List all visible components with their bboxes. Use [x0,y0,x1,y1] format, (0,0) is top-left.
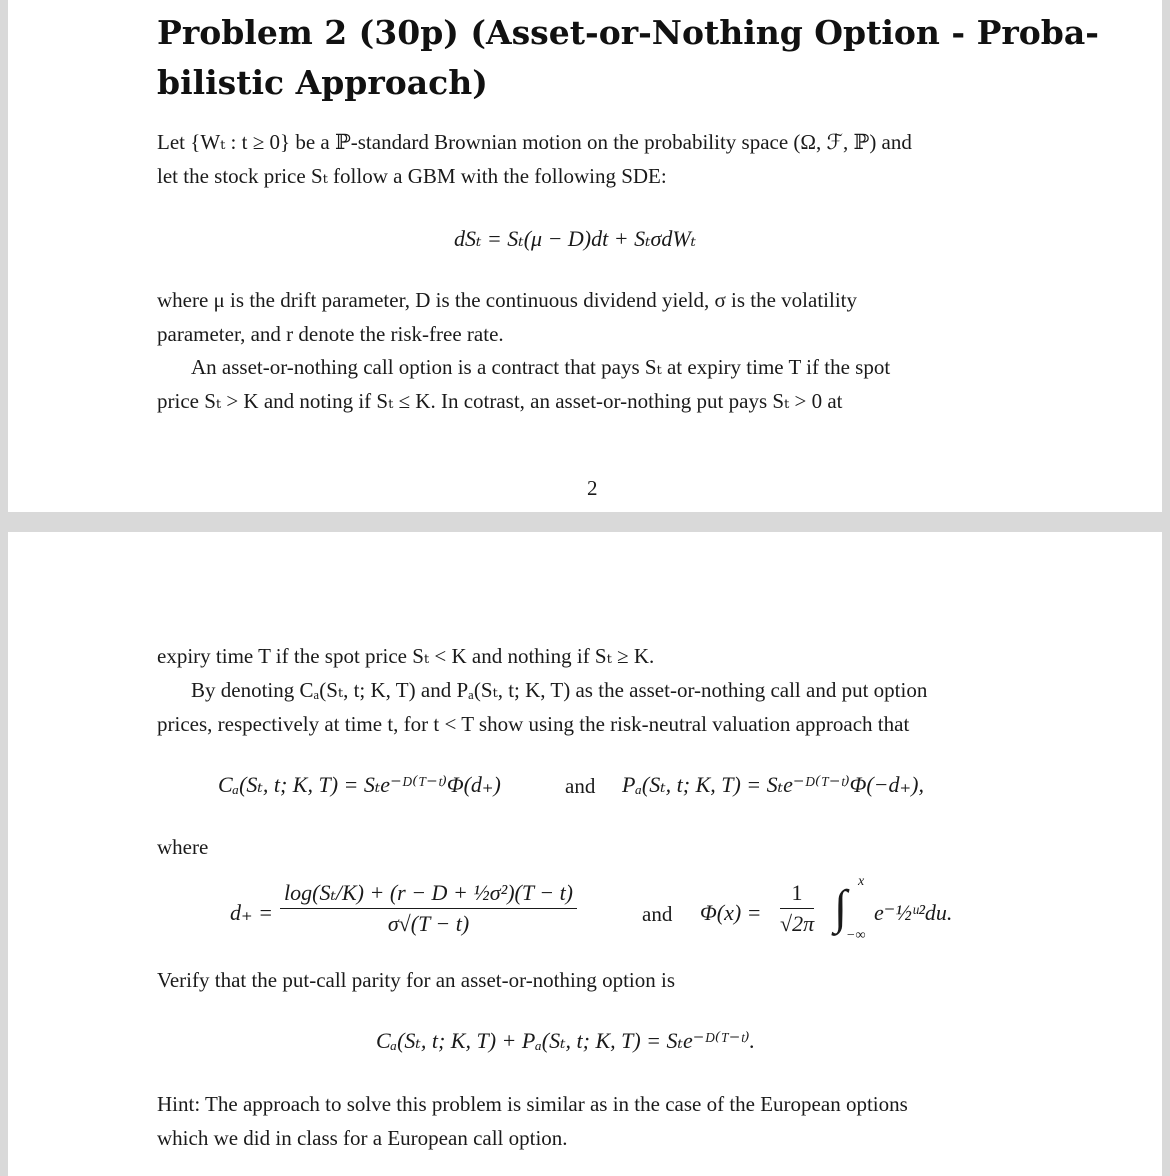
integral-lower-limit: −∞ [846,928,866,943]
integral-upper-limit: x [858,874,865,889]
put-call-parity-formula: Cₐ(Sₜ, t; K, T) + Pₐ(Sₜ, t; K, T) = Sₜe⁻ᴰ⁽ᵀ⁻ᵗ⁾. [376,1028,755,1053]
phi-denominator: √2π [780,911,815,936]
where-label: where [157,835,209,859]
problem-title-line2: bilistic Approach) [157,63,488,102]
page-number: 2 [587,476,598,500]
integrand: e⁻½ᵘ²du. [874,900,953,925]
formula-and-word: and [565,774,596,798]
d-plus-lhs: d₊ = [230,900,273,925]
phi-lhs: Φ(x) = [700,900,762,925]
sde-equation: dSₜ = Sₜ(μ − D)dt + SₜσdWₜ [454,226,697,251]
integral-sign: ∫ [834,881,848,934]
and-word-2: and [642,902,673,926]
d-plus-numerator: log(Sₜ/K) + (r − D + ½σ²)(T − t) [280,880,577,909]
phi-fraction [780,880,814,937]
problem-title-line1: Problem 2 (30p) (Asset-or-Nothing Option - Proba- [157,13,1099,52]
paragraph-denoting-line1: By denoting Cₐ(Sₜ, t; K, T) and Pₐ(Sₜ, t; K, T) as the asset-or-nothing call and put option [191,678,928,702]
document-page-1 [8,0,1162,512]
formula-call-price: Cₐ(Sₜ, t; K, T) = Sₜe⁻ᴰ⁽ᵀ⁻ᵗ⁾Φ(d₊) [218,772,501,797]
hint-line1: Hint: The approach to solve this problem is similar as in the case of the European options [157,1092,908,1116]
paragraph-option-line2: price Sₜ > K and noting if Sₜ ≤ K. In cotrast, an asset-or-nothing put pays Sₜ > 0 at [157,389,843,413]
phi-numerator: 1 [780,880,814,909]
d-plus-fraction [280,880,577,937]
paragraph-denoting-line2: prices, respectively at time t, for t < T show using the risk-neutral valuation approach that [157,712,910,736]
paragraph-option-line1: An asset-or-nothing call option is a contract that pays Sₜ at expiry time T if the spot [191,355,891,379]
paragraph-intro-line1: Let {Wₜ : t ≥ 0} be a ℙ-standard Brownian motion on the probability space (Ω, ℱ, ℙ) and [157,130,912,154]
formula-put-price: Pₐ(Sₜ, t; K, T) = Sₜe⁻ᴰ⁽ᵀ⁻ᵗ⁾Φ(−d₊), [622,772,924,797]
hint-line2: which we did in class for a European call option. [157,1126,568,1150]
document-page-2 [8,532,1162,1176]
verify-sentence: Verify that the put-call parity for an asset-or-nothing option is [157,968,676,992]
paragraph-params-line1: where μ is the drift parameter, D is the continuous dividend yield, σ is the volatility [157,288,858,312]
paragraph-intro-line2: let the stock price Sₜ follow a GBM with the following SDE: [157,164,667,188]
d-plus-denominator: σ√(T − t) [387,911,470,936]
paragraph-put-line: expiry time T if the spot price Sₜ < K and nothing if Sₜ ≥ K. [157,644,655,668]
paragraph-params-line2: parameter, and r denote the risk-free rate. [157,322,504,346]
